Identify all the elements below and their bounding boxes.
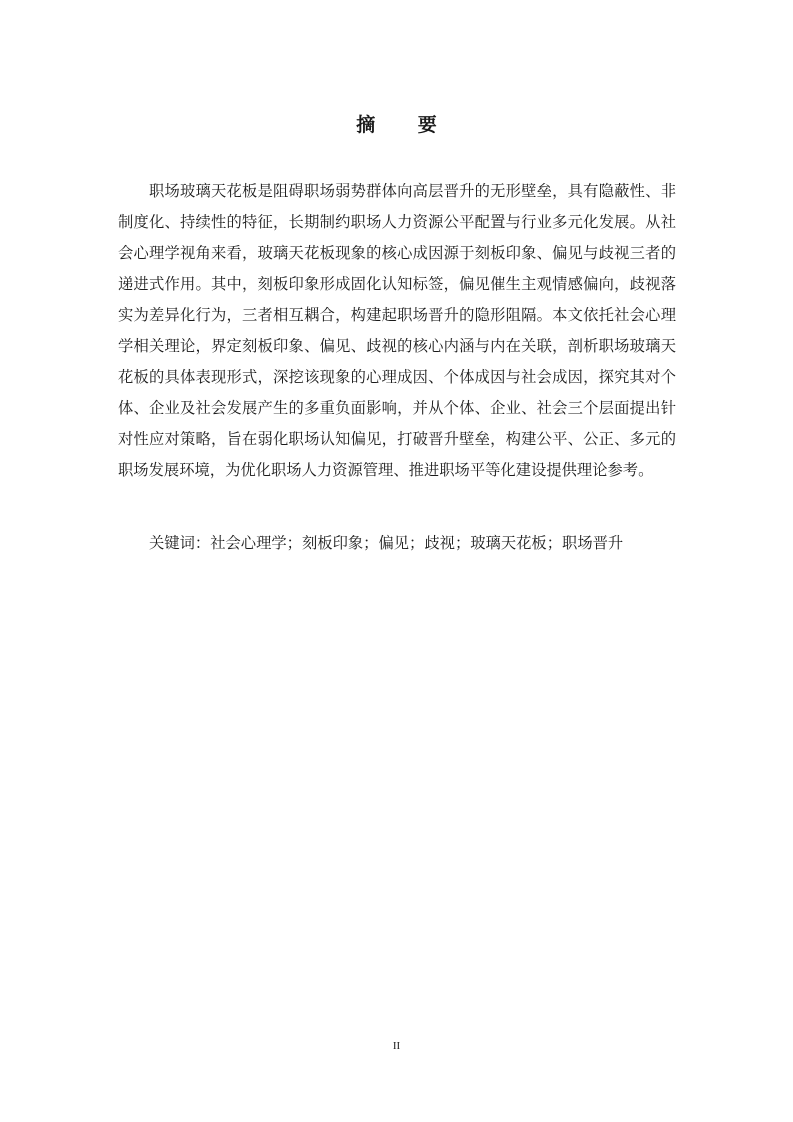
abstract-title: 摘 要 xyxy=(356,114,455,136)
abstract-body: 职场玻璃天花板是阻碍职场弱势群体向高层晋升的无形壁垒，具有隐蔽性、非制度化、持续性的特征，长期制约职场人力资源公平配置与行业多元化发展。从社会心理学视角来看，玻璃天花板现象的核心成因源于刻板印象、偏见与歧视三者的递进式作用。其中，刻板印象形成固化认知标签，偏见催生主观情感偏向，歧视落实为差异化行为，三者相互耦合，构建起职场晋升的隐形阻隔。本文依托社会心理学相关理论，界定刻板印象、偏见、歧视的核心内涵与内在关联，剖析职场玻璃天花板的具体表现形式，深挖该现象的心理成因、个体成因与社会成因，探究其对个体、企业及社会发展产生的多重负面影响，并从个体、企业、社会三个层面提出针对性应对策略，旨在弱化职场认知偏见，打破晋升壁垒，构建公平、公正、多元的职场发展环境，为优化职场人力资源管理、推进职场平等化建设提供理论参考。 xyxy=(118,182,676,479)
page-number: II xyxy=(392,1040,401,1052)
keywords-line: 关键词：社会心理学；刻板印象；偏见；歧视；玻璃天花板；职场晋升 xyxy=(149,534,624,552)
